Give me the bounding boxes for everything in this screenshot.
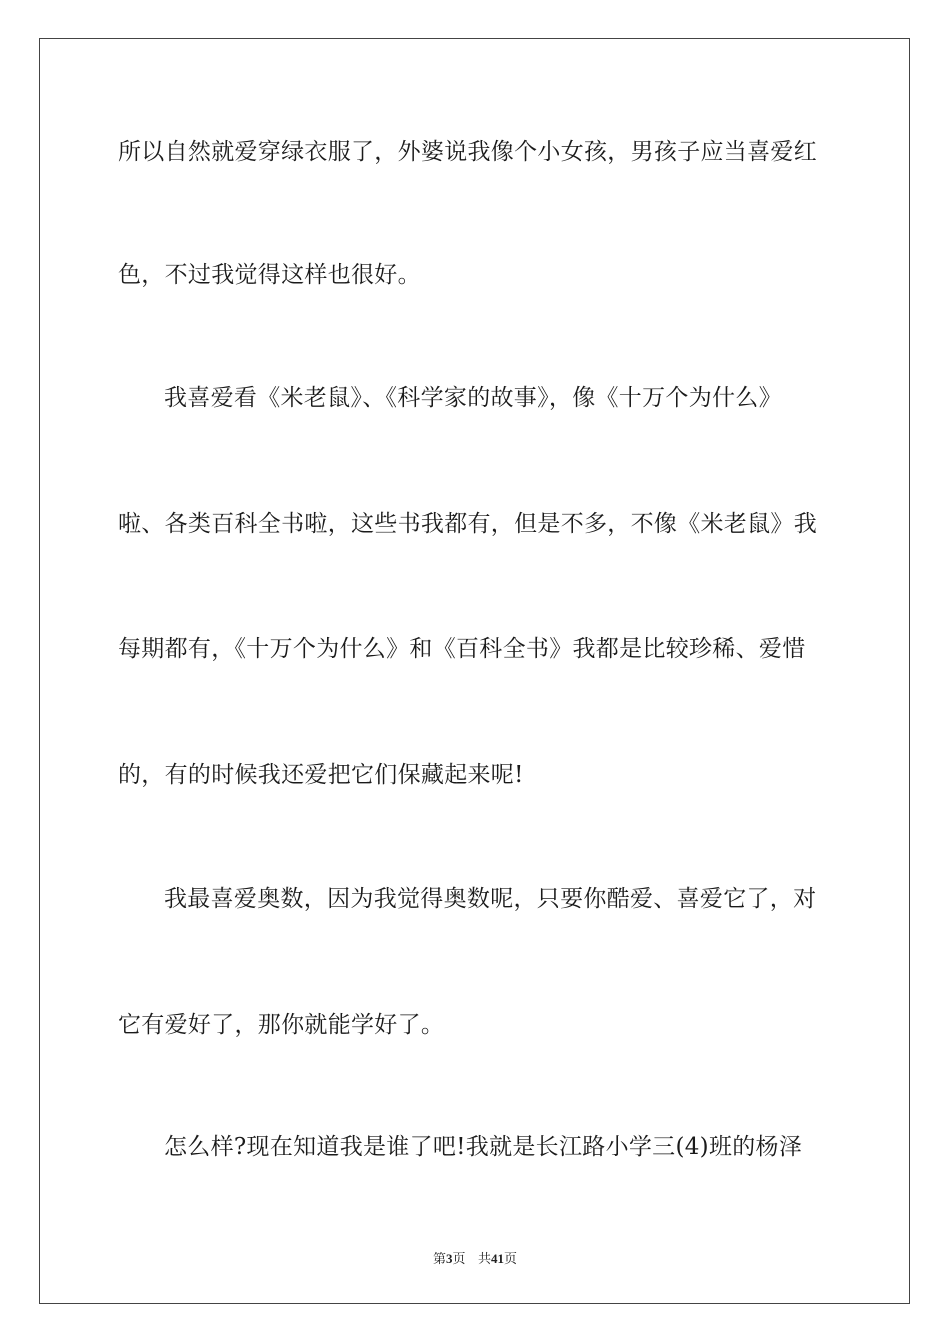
- text-line: 的，有的时候我还爱把它们保藏起来呢!: [118, 762, 524, 788]
- page-border: [39, 38, 910, 1304]
- text-line: 怎么样?现在知道我是谁了吧!我就是长江路小学三(4)班的杨泽: [164, 1134, 803, 1160]
- text-line: 所以自然就爱穿绿衣服了，外婆说我像个小女孩，男孩子应当喜爱红: [118, 139, 817, 165]
- text-line: 啦、各类百科全书啦，这些书我都有，但是不多，不像《米老鼠》我: [118, 511, 817, 537]
- total-pages: 41: [490, 1251, 504, 1266]
- text-line: 它有爱好了，那你就能学好了。: [118, 1012, 445, 1038]
- page-prefix: 第: [433, 1252, 447, 1267]
- text-line: 色，不过我觉得这样也很好。: [118, 262, 421, 288]
- text-line: 我喜爱看《米老鼠》、《科学家的故事》，像《十万个为什么》: [164, 385, 782, 411]
- total-suffix: 页: [503, 1252, 517, 1267]
- text-line: 每期都有，《十万个为什么》和《百科全书》我都是比较珍稀、爱惜: [118, 636, 806, 662]
- page-suffix: 页: [452, 1252, 466, 1267]
- text-line: 我最喜爱奥数，因为我觉得奥数呢，只要你酷爱、喜爱它了，对: [164, 886, 817, 912]
- page-number: 3: [446, 1251, 453, 1266]
- page-footer: [0, 1248, 950, 1267]
- total-prefix: 共: [477, 1252, 491, 1267]
